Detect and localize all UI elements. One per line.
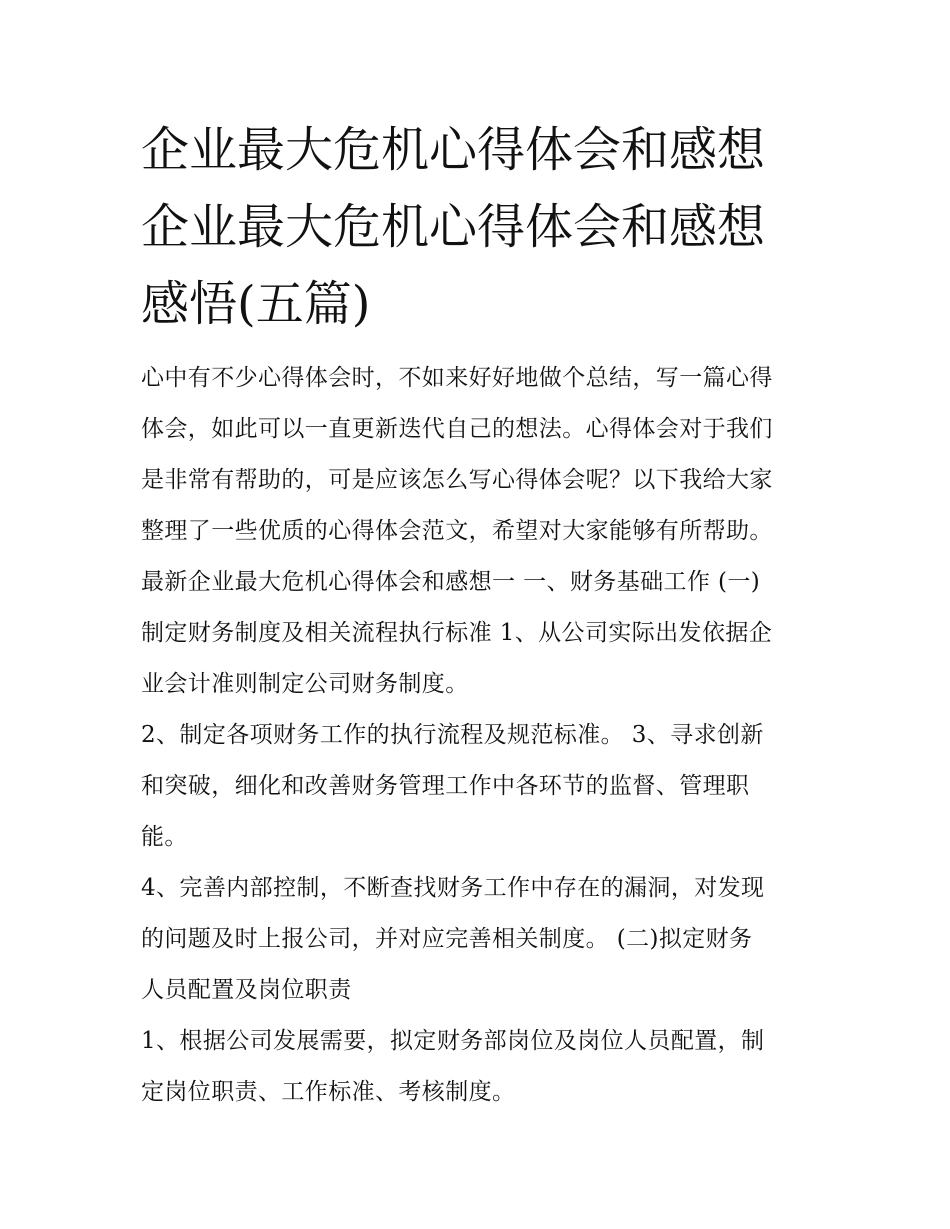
paragraph-intro: 心中有不少心得体会时，不如来好好地做个总结，写一篇心得 体会，如此可以一直更新迭代自己的想法。心得体会对于我们 是非常有帮助的，可是应该怎么写心得体会呢？以下我给大家 整理了一些优质的心得体会范文，希望对大家能够有所帮助。 最新企业最大危机心得体会和感想一 一、财务基础工作 (一) 制定财务制度及相关流程执行标准 1、从公司实际出发依据企 业会计准则制定公司财务制度。 — [141, 365, 773, 697]
paragraph-item-4: 4、完善内部控制，不断查找财务工作中存在的漏洞，对发现 的问题及时上报公司，并对应完善相关制度。 (二)拟定财务 人员配置及岗位职责 — [141, 875, 765, 1003]
paragraph-item-2-3: 2、制定各项财务工作的执行流程及规范标准。 3、寻求创新 和突破，细化和改善财务管理工作中各环节的监督、管理职 能。 — [141, 722, 764, 850]
document-content — [141, 112, 821, 1118]
paragraph-staffing: 1、根据公司发展需要，拟定财务部岗位及岗位人员配置，制 定岗位职责、工作标准、考核制度。 — [141, 1028, 765, 1105]
document-title: 企业最大危机心得体会和感想 企业最大危机心得体会和感想 感悟(五篇) — [141, 122, 766, 332]
